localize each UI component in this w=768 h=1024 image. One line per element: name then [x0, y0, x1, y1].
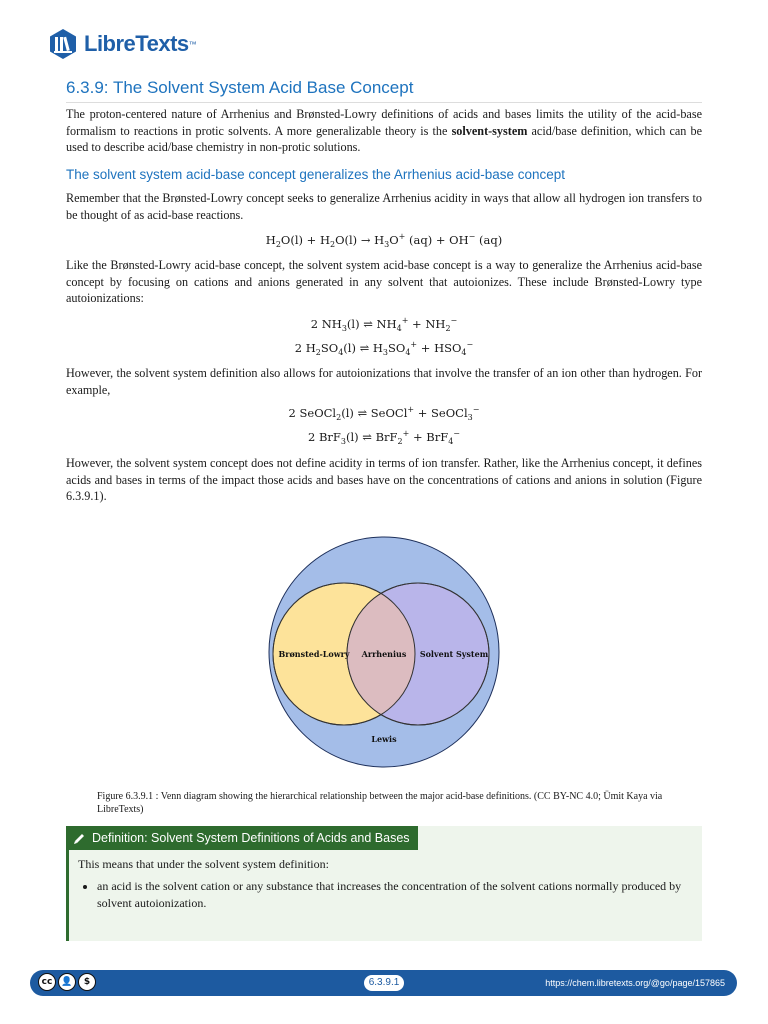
definition-title: Definition: Solvent System Definitions of Acids and Bases [92, 831, 410, 845]
paragraph-4: However, the solvent system concept does not define acidity in terms of ion transfer. Rather, like the Arrhenius concept, it defines acids and bases in terms of the impact those acids and bases have on the concentrations of cations and anions in solution (Figure 6.3.9.1). [66, 456, 702, 503]
libretexts-logo-icon [46, 27, 80, 61]
figure-caption: Figure 6.3.9.1 : Venn diagram showing the hierarchical relationship between the major acid-base definitions. (CC BY-NC 4.0; Ümit Kaya via LibreTexts) [97, 791, 663, 815]
equation-thionyl-chloride-autoionization: 2 SeOCl$_2$(l) ⇌ SeOCl+ + SeOCl$_3$− [288, 405, 480, 423]
venn-label-solvent-system: Solvent System [419, 649, 489, 659]
intro-paragraph: The proton-centered nature of Arrhenius and Brønsted-Lowry definitions of acids and bases limits the utility of the acid-base formalism to reactions in protic solvents. A more generalizable theory is the solvent-system acid/base definition, which can be used to describe acid/base chemistry in non-protic solutions. [66, 107, 702, 154]
paragraph-3: However, the solvent system definition also allows for autoionizations that involve the transfer of an ion other than hydrogen. For example, [66, 366, 702, 397]
venn-diagram [262, 528, 506, 776]
list-item: • an acid is the solvent cation or any substance that increases the concentration of the solvent cations normally produced by solvent autoionization. [97, 878, 707, 911]
footer-bar [30, 970, 737, 996]
paragraph-2: Like the Brønsted-Lowry acid-base concept, the solvent system acid-base concept is a way to generalize the Arrhenius acid-base concept by focusing on cations and anions generated in any solvent that autoionizes. These include Brønsted-Lowry type autoionizations: [66, 258, 702, 305]
logo-trademark: ™ [188, 39, 197, 49]
venn-label-bronsted-lowry: Brønsted-Lowry [278, 649, 350, 659]
equation-bromine-trifluoride-autoionization: 2 BrF$_3$(l) ⇌ BrF$_2$+ + BrF$_4$− [308, 429, 460, 447]
license-badge[interactable] [38, 973, 96, 991]
solvent-system-term: solvent-system [451, 123, 528, 138]
definition-box [66, 826, 702, 941]
definition-list [77, 878, 707, 911]
equation-sulfuric-acid-autoionization: 2 $H_2SO_4(l)$ ⇌ $H_3SO_4^+ + HSO_4^-$ [294, 340, 474, 358]
pencil-icon [73, 832, 86, 845]
logo-text: LibreTexts [84, 31, 189, 56]
creative-commons-icon: cc [38, 973, 56, 991]
page-title: 6.3.9: The Solvent System Acid Base Concept [66, 78, 702, 103]
equation-water-autoionization: $H_2O(l) + H_2O(l) \to H_3O^+$ (aq) + OH− (aq) [265, 232, 503, 250]
definition-intro: This means that under the solvent system definition: [78, 857, 329, 871]
paragraph-1: Remember that the Brønsted-Lowry concept seeks to generalize Arrhenius acidity in ways that allow all hydrogen ion transfers to be thought of as acid-base reactions. [66, 191, 702, 222]
definition-header [69, 826, 418, 850]
attribution-icon: 👤 [58, 973, 76, 991]
noncommercial-icon: $ [78, 973, 96, 991]
libretexts-logo[interactable] [46, 26, 197, 62]
section-heading: The solvent system acid-base concept generalizes the Arrhenius acid-base concept [66, 167, 566, 182]
venn-label-arrhenius: Arrhenius [361, 649, 407, 659]
page-url-link[interactable]: https://chem.libretexts.org/@go/page/157865 [545, 978, 725, 988]
venn-label-lewis: Lewis [371, 734, 397, 744]
page-number: 6.3.9.1 [364, 975, 404, 991]
equation-ammonia-autoionization: 2 $NH_3(l)$ ⇌ $NH_4^+ + NH_2^-$ [310, 316, 458, 334]
